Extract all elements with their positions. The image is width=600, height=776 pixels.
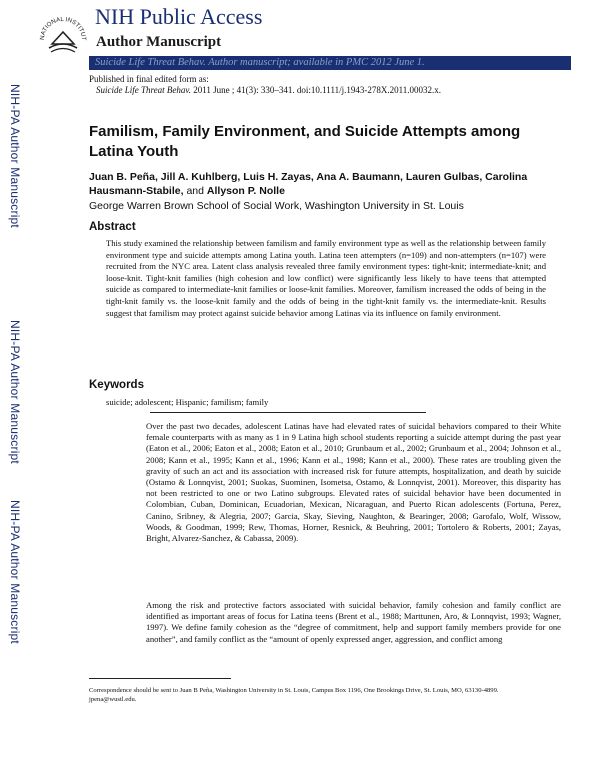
authors-and: and <box>186 185 204 197</box>
side-label-bottom: NIH-PA Author Manuscript <box>8 500 22 644</box>
nih-public-access-title: NIH Public Access <box>95 4 263 29</box>
correspondence-footnote: Correspondence should be sent to Juan B Peña, Washington University in St. Louis, Campus Box 1196, One Brookings Drive, St. Louis, MO, 63130-4899. jpena@wustl.edu. <box>89 687 499 703</box>
pmc-note: Author manuscript; available in PMC 2012 June 1. <box>208 57 425 68</box>
section-divider <box>150 412 426 413</box>
abstract-text: This study examined the relationship between familism and family environment type as well as the relationship between family environment type and suicide attempts among Latina youth. Latina teen attempters (n=109) and non-attempters (n=107) were recruited from the NYC area. Latent class analysis revealed three family environment types: tight-knit; intermediate-knit; and loose-knit. Tight-knit families (high cohesion and low conflict) were significantly less likely to have teens that attempted suicide as compared to intermediate-knit families or loose-knit families. Moreover, familism increased the odds of being in the tight-knit family vs. the loose-knit family and the odds of being in the tight-knit family vs. the intermediate-knit. Results suggest that familism may protect against suicide behavior among Latinas via its influence on family environment. <box>106 238 546 318</box>
author-manuscript-label: Author Manuscript <box>96 34 222 50</box>
published-label: Published in final edited form as: <box>89 74 209 84</box>
abstract-heading: Abstract <box>89 221 136 233</box>
footnote-divider <box>89 678 231 679</box>
svg-text:NATIONAL INSTITUTES OF HEALTH <box>36 10 87 41</box>
body-paragraph-2: Among the risk and protective factors associated with suicidal behavior, family cohesion and family conflict are identified as important areas of focus for Latina teens (Brent et al., 1988; Marttunen, Aro, & Lonnqvist, 1993; Wagner, 1997). We define family cohesion as the “degree of commitment, help and support family members provide for one another”, and family conflict as the “amount of openly expressed anger, aggression, and conflict among <box>146 600 561 644</box>
author-last: Allyson P. Nolle <box>206 185 285 197</box>
pmc-journal: Suicide Life Threat Behav. <box>95 57 206 68</box>
keywords-heading: Keywords <box>89 379 144 391</box>
affiliation: George Warren Brown School of Social Work, Washington University in St. Louis <box>89 200 464 212</box>
body-paragraph-1: Over the past two decades, adolescent Latinas have had elevated rates of suicidal behaviors compared to their White female counterparts with as many as 1 in 9 Latina high school students reporting a suicide attempt during the past year (Eaton et al., 2006; Eaton et al., 2008; Eaton et al., 2010; Grunbaum et al., 2002; Grunbaum et al., 2004; Johnson et al., 2008; Kann et al., 1995; Kann et al., 1996; Kann et al., 1998; Kann et al., 2000). These rates are troubling given the gravity of such an act and its association with increased risk for future attempts, hospitalization, and death by suicide (Ostamo & Lonnqvist, 2001; Suokas, Suominen, Isometsa, Ostamo, & Lonnqvist, 2001). Moreover, this disparity has not been restricted to one or two Latino subgroups. Elevated rates of suicidal behavior have been documented in Colombian, Cuban, Dominican, Ecuadorian, Mexican, Nicaraguan, and Puerto Rican adolescents (Fortuna, Perez, Canino, Sribney, & Alegria, 2007; Garcia, Skay, Sieving, Naughton, & Bearinger, 2008; Garofalo, Wolf, Wissow, Woods, & Goodman, 1999; Rew, Thomas, Horner, Resnick, & Beuhring, 2001; Tortolero & Roberts, 2001; Zayas, Bright, Alvarez-Sanchez, & Cabassa, 2009). <box>146 421 561 544</box>
citation-line <box>96 85 441 95</box>
citation-details: 2011 June ; 41(3): 330–341. doi:10.1111/j.1943-278X.2011.00032.x. <box>193 85 442 95</box>
article-title: Familism, Family Environment, and Suicide Attempts among Latina Youth <box>89 123 521 160</box>
side-label-middle: NIH-PA Author Manuscript <box>8 320 22 464</box>
citation-journal: Suicide Life Threat Behav. <box>96 85 191 95</box>
keywords-text: suicide; adolescent; Hispanic; familism; family <box>106 397 269 407</box>
authors-main: Juan B. Peña, Jill A. Kuhlberg, Luis H. Zayas, Ana A. Baumann, Lauren Gulbas, Carolina Hausmann-Stabile, <box>89 171 528 197</box>
author-list <box>89 170 569 198</box>
seal-text: NATIONAL INSTITUT <box>38 15 88 41</box>
pmc-availability-bar <box>89 56 571 70</box>
nih-seal-logo <box>36 10 90 64</box>
side-label-top: NIH-PA Author Manuscript <box>8 84 22 228</box>
